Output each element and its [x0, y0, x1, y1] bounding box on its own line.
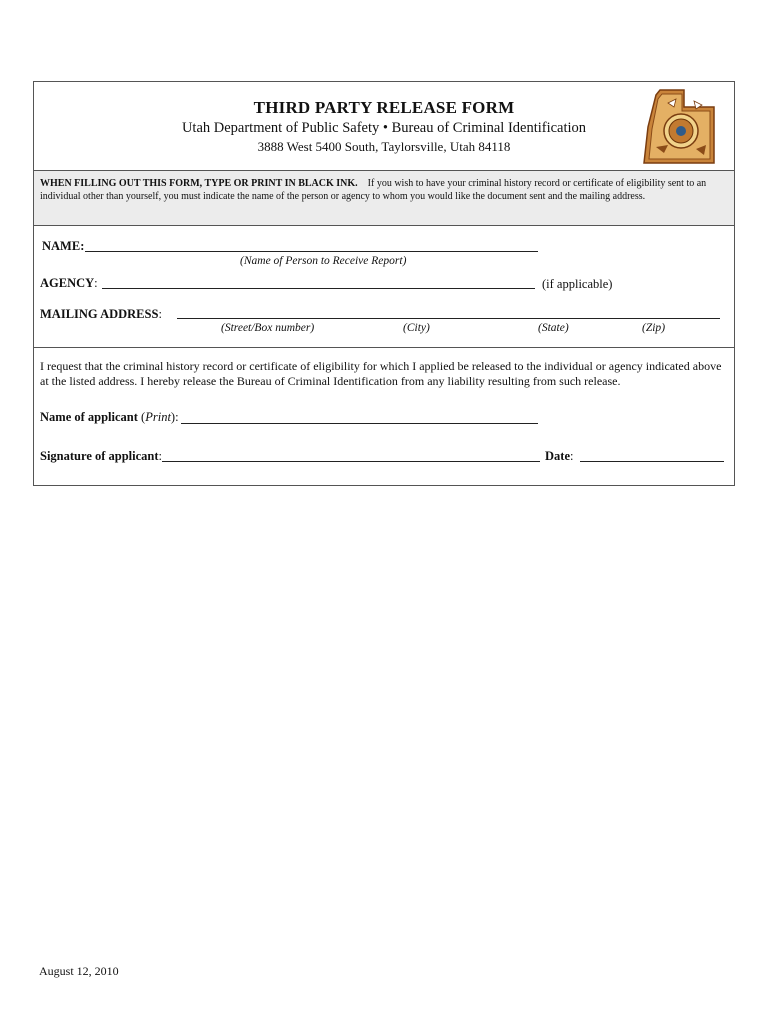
- city-hint: (City): [403, 322, 430, 334]
- mailing-address-input-line[interactable]: [177, 318, 720, 319]
- instructions-box: [34, 171, 734, 226]
- agency-applicable-note: (if applicable): [542, 277, 613, 291]
- signature-label: Signature of applicant:: [40, 449, 163, 463]
- utah-state-seal-icon: [638, 87, 720, 165]
- name-input-line[interactable]: [85, 251, 538, 252]
- department-name: Utah Department of Public Safety • Bureau of Criminal Identification: [181, 120, 587, 136]
- instructions-text: If you wish to have your criminal history record or certificate of eligibility sent to an individual other than yourself, you must indicate the name of the person or agency to whom you would like the document sent and the mailing address.: [40, 178, 707, 202]
- release-form: [33, 81, 735, 486]
- applicant-name-label: Name of applicant (Print):: [40, 410, 179, 424]
- street-hint: (Street/Box number): [221, 322, 315, 334]
- date-input-line[interactable]: [580, 461, 724, 462]
- state-hint: (State): [538, 322, 569, 334]
- agency-label: AGENCY:: [40, 276, 98, 290]
- name-label: NAME:: [42, 239, 85, 253]
- revision-date: August 12, 2010: [39, 964, 119, 978]
- release-statement: I request that the criminal history record or certificate of eligibility for which I applied be released to the individual or agency indicated above at the listed address. I hereby release the Bureau of Criminal Identification from any liability resulting from such release.: [40, 359, 722, 388]
- zip-hint: (Zip): [642, 322, 666, 334]
- date-label: Date:: [545, 449, 574, 463]
- name-hint: (Name of Person to Receive Report): [240, 255, 407, 267]
- department-address: 3888 West 5400 South, Taylorsville, Utah 84118: [257, 139, 511, 154]
- agency-input-line[interactable]: [102, 288, 535, 289]
- signature-input-line[interactable]: [162, 461, 540, 462]
- applicant-name-input-line[interactable]: [181, 423, 538, 424]
- instructions-heading: WHEN FILLING OUT THIS FORM, TYPE OR PRINT IN BLACK INK.: [40, 178, 358, 189]
- form-header: [34, 82, 734, 171]
- section-divider: [34, 347, 734, 348]
- form-title: THIRD PARTY RELEASE FORM: [253, 98, 515, 117]
- mailing-address-label: MAILING ADDRESS:: [40, 307, 162, 321]
